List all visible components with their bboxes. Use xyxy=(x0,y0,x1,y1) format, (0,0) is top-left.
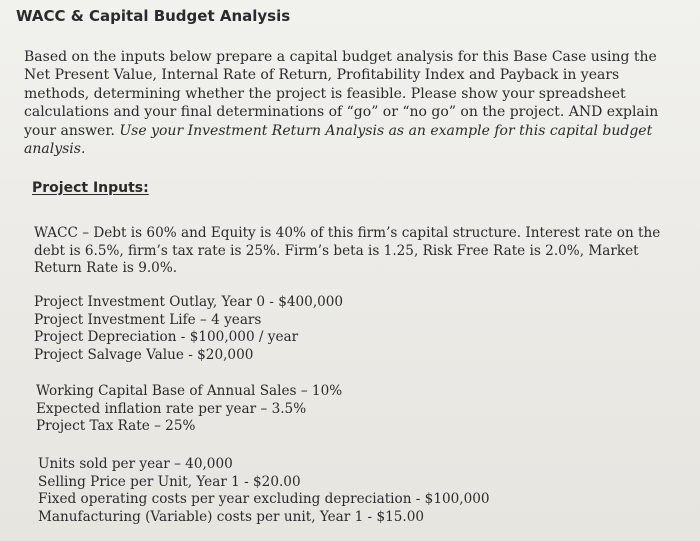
intro-line: methods, determining whether the project is feasible. Please show your spreadsheet xyxy=(24,85,626,102)
intro-line: calculations and your final determinations of “go” or “no go” on the project. AND explain xyxy=(24,104,659,121)
working-capital-base: Working Capital Base of Annual Sales – 10% xyxy=(36,383,343,399)
variable-costs: Manufacturing (Variable) costs per unit, Year 1 - $15.00 xyxy=(38,508,425,525)
investment-salvage: Project Salvage Value - $20,000 xyxy=(34,346,254,363)
investment-depreciation: Project Depreciation - $100,000 / year xyxy=(34,329,299,346)
intro-line: Based on the inputs below prepare a capital budget analysis for this Base Case using the xyxy=(24,49,657,65)
intro-paragraph xyxy=(24,48,684,158)
investment-life: Project Investment Life – 4 years xyxy=(34,311,262,328)
units-sold: Units sold per year – 40,000 xyxy=(38,456,233,472)
wacc-line: WACC – Debt is 60% and Equity is 40% of this firm’s capital structure. Interest rate on the xyxy=(34,225,661,241)
intro-line: Net Present Value, Internal Rate of Return, Profitability Index and Payback in years xyxy=(24,67,620,84)
intro-italic-text: Use your Investment Return Analysis as an example for this capital budget xyxy=(119,122,653,139)
intro-plain-text: your answer. xyxy=(24,122,120,139)
working-capital-inputs xyxy=(36,383,342,436)
intro-italic-line: analysis. xyxy=(24,141,86,158)
project-tax-rate: Project Tax Rate – 25% xyxy=(36,418,196,435)
investment-inputs xyxy=(34,294,343,364)
wacc-line: debt is 6.5%, firm’s tax rate is 25%. Firm’s beta is 1.25, Risk Free Rate is 2.0%, Market xyxy=(34,242,639,259)
investment-outlay: Project Investment Outlay, Year 0 - $400,000 xyxy=(34,294,344,310)
wacc-paragraph xyxy=(34,225,660,278)
project-inputs-heading: Project Inputs: xyxy=(32,180,149,196)
intro-line-mixed xyxy=(24,122,684,140)
selling-price: Selling Price per Unit, Year 1 - $20.00 xyxy=(38,473,301,490)
inflation-rate: Expected inflation rate per year – 3.5% xyxy=(36,400,307,417)
fixed-costs: Fixed operating costs per year excluding depreciation - $100,000 xyxy=(38,491,490,508)
document-title: WACC & Capital Budget Analysis xyxy=(16,7,291,25)
wacc-line: Return Rate is 9.0%. xyxy=(34,260,178,277)
sales-inputs xyxy=(38,456,490,526)
